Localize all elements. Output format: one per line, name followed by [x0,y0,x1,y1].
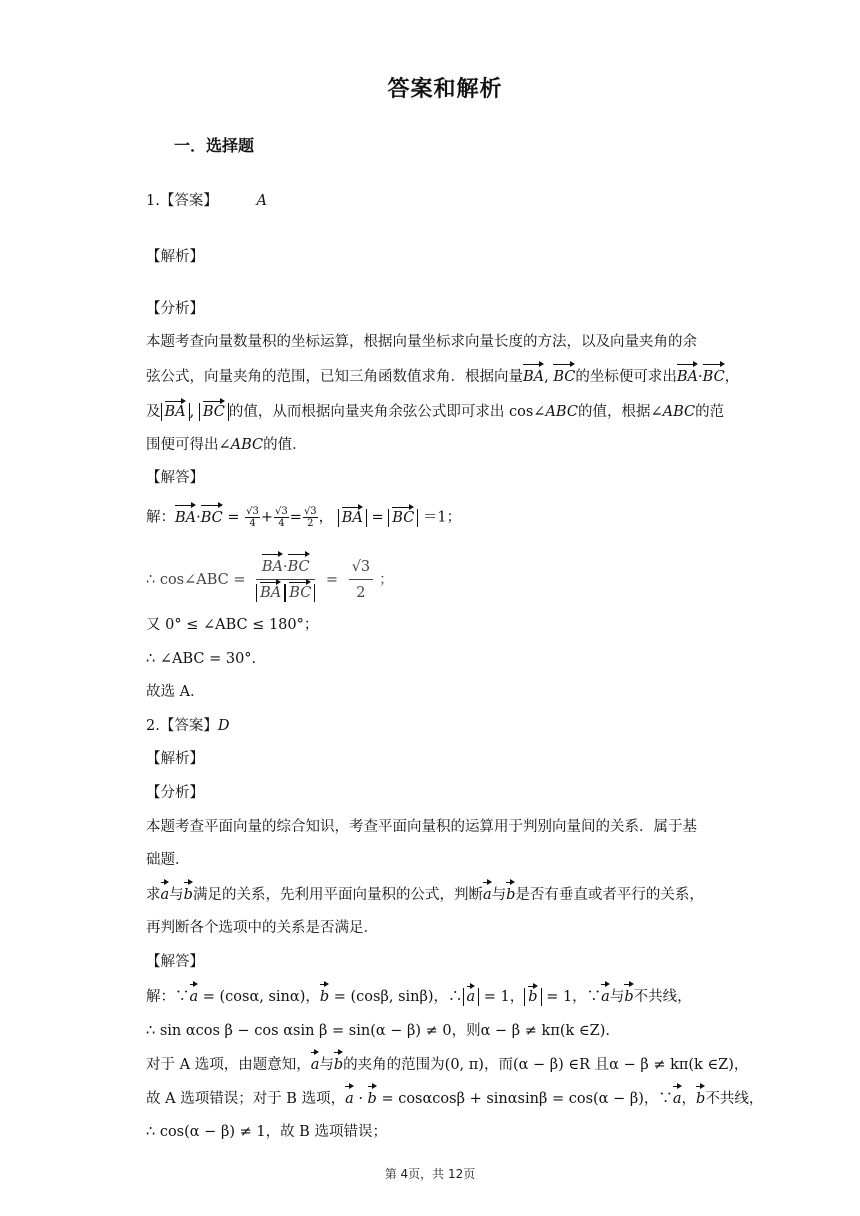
vector-b: b [696,1088,705,1110]
q2-jieda-label: 【解答】 [146,954,204,970]
magnitude-b [524,988,541,1006]
analysis-text: 满足的关系，先利用平面向量积的公式，判断 [192,887,483,903]
q1-fenxi-label: 【分析】 [146,301,204,317]
q1-jiexi-label: 【解析】 [146,249,204,265]
vector-bc: BC [392,509,415,526]
q1-choose-line: 故选 A． [146,684,205,700]
q2-solution-line-2: ∴ sin αcos β − cos αsin β = sin(α − β) ≠ 0，则α − β ≠ kπ(k ∈Z). [146,1023,610,1039]
q2-analysis-line-1: 本题考查平面向量的综合知识，考查平面向量积的运算用于判别向量间的关系．属于基 [146,819,697,835]
q2-analysis-line-4: 再判断各个选项中的关系是否满足． [146,920,378,936]
solution-text: 不共线， [705,1091,764,1107]
solution-text: 故 A 选项错误；对于 B 选项， [146,1091,346,1107]
vector-b: b [184,884,193,906]
solution-text: 对于 A 选项，由题意知， [146,1057,311,1073]
vector-b: b [506,884,515,906]
magnitude-bc [199,403,229,421]
vector-ba: BA [341,509,363,526]
numerator: √3 [275,506,288,517]
solution-text: 解：∵ [146,989,190,1005]
numerator: √3 [246,506,259,517]
magnitude-bc [285,584,315,602]
q1-answer-label: 1.【答案】 [146,193,218,209]
fraction-sqrt3-over-4 [274,506,289,529]
cos-prefix: ∴ cos∠ABC = [146,572,246,588]
solution-text: = 1， [483,989,525,1005]
analysis-text: 的值． [263,437,307,453]
analysis-text: 及 [146,404,161,420]
q1-analysis-line-3: 及 BA , BC 的值，从而根据向量夹角余弦公式即可求出 cos∠ABC的值，根据∠ABC的范 [146,404,725,420]
solution-text: = (cosβ, sinβ)，∴ [333,989,463,1005]
cos-numerator: BA·BC [256,556,315,580]
solution-text: = cosαcosβ + sinαsinβ = cos(α − β)，∵ [381,1091,673,1107]
q2-solution-line-4 [146,1088,764,1110]
analysis-text: 的坐标便可求出 [575,369,677,385]
denominator: 4 [249,518,256,529]
vector-bc: BC [202,404,225,420]
magnitude-bc [388,509,418,527]
solution-text: ， [681,1091,697,1107]
vector-a: a [673,1088,682,1110]
q2-fenxi-label: 【分析】 [146,785,204,801]
vector-ba: BA [260,585,282,601]
solution-text: · [358,1091,363,1107]
vector-ba: BA [175,507,196,529]
q1-analysis-line-2: 弦公式，向量夹角的范围，已知三角函数值求角．根据向量BA, BC的坐标便可求出BA·BC， [146,366,726,388]
vector-a: a [483,884,492,906]
solution-text: 不共线， [633,989,692,1005]
vector-b: b [624,986,633,1008]
analysis-text: 的值，从而根据向量夹角余弦公式即可求出 cos∠ [228,404,546,420]
vector-bc: BC [553,366,575,388]
solution-text: = (cosα, sinα)， [202,989,320,1005]
magnitude-ba [161,403,190,421]
cos-fraction [256,556,315,604]
vector-a: a [601,986,610,1008]
fraction-sqrt3-over-4 [245,506,260,529]
angle-abc: ABC [662,404,696,420]
q2-solution-line-5: ∴ cos(α − β) ≠ 1，故 B 选项错误； [146,1124,387,1140]
vector-bc: BC [289,585,312,601]
q2-answer-value: D [217,718,230,734]
section-heading: 一．选择题 [174,136,255,155]
fraction-sqrt3-over-2 [349,556,373,604]
denominator: 2 [307,518,314,529]
page-title: 答案和解析 [387,77,503,102]
angle-abc: ABC [545,404,578,420]
q2-jiexi-label: 【解析】 [146,751,204,767]
solution-prefix: 解： [146,509,175,526]
vector-b: b [368,1088,377,1110]
denominator: 2 [356,585,366,601]
q2-solution-line-1 [146,986,726,1008]
solution-text: 与 [319,1057,334,1073]
vector-a: a [190,986,199,1008]
q1-analysis-line-4 [146,434,726,456]
analysis-text: 求 [146,887,161,903]
vector-a: a [466,989,476,1005]
solution-text: ＝1； [422,509,462,526]
analysis-text: 与 [169,887,184,903]
q1-range-line: 又 0° ≤ ∠ABC ≤ 180°； [146,617,319,633]
vector-b: b [528,989,538,1005]
angle-abc: ABC [230,437,264,453]
numerator: √3 [349,556,373,580]
denominator: 4 [278,518,285,529]
vector-a: a [161,884,170,906]
vector-ba: BA [164,404,186,420]
q2-analysis-line-2: 础题． [146,852,190,868]
analysis-text: 的值，根据∠ [577,404,663,420]
vector-b: b [334,1054,343,1076]
vector-bc: BC [201,507,223,529]
cos-denominator [256,580,315,604]
analysis-text: 是否有垂直或者平行的关系， [515,887,704,903]
q1-jieda-label: 【解答】 [146,470,204,486]
vector-ba: BA [523,366,544,388]
q1-result-line: ∴ ∠ABC = 30°. [146,651,257,667]
q1-analysis-line-1: 本题考查向量数量积的坐标运算，根据向量坐标求向量长度的方法，以及向量夹角的余 [146,334,697,350]
solution-text: = 1，∵ [546,989,602,1005]
magnitude-ba [338,509,367,527]
numerator: √3 [303,506,317,517]
fraction-sqrt3-over-2 [303,506,318,529]
vector-b: b [320,986,329,1008]
vector-a: a [311,1054,320,1076]
solution-text: 与 [609,989,625,1005]
vector-ba: BA [262,556,283,578]
analysis-text: 围便可得出∠ [146,437,231,453]
q2-answer-label: 2.【答案】 [146,718,218,734]
magnitude-a [463,988,480,1006]
analysis-text: 与 [491,887,507,903]
solution-text: 的夹角的范围为(0, π)，而(α − β) ∈R 且α − β ≠ kπ(k ∈Z)， [343,1057,749,1073]
q2-answer-line [146,715,726,737]
vector-a: a [345,1088,354,1110]
q1-solution-line-1: 解：BA·BC = $\frac{√3}{4}$ + $\frac{√3}{4}$ = $\frac{√3}{2}$ ， BA = BC ＝1； [146,506,462,529]
page-footer: 第 4页，共 12页 [384,1167,476,1181]
q2-analysis-line-3 [146,884,726,906]
q2-solution-line-3 [146,1054,749,1076]
vector-ba: BA [677,366,698,388]
q1-answer-line [146,190,726,212]
vector-bc: BC [288,556,310,578]
q1-answer-value: A [256,193,267,209]
magnitude-ba [256,584,285,602]
q1-cos-formula: ∴ cos∠ABC = $\frac{BA\cdot BC}{\text{BA BC}}$ = $\frac{√3}{2}$ ； [146,556,726,604]
analysis-text: 的范 [695,404,725,420]
vector-bc: BC [703,366,725,388]
analysis-text: 弦公式，向量夹角的范围，已知三角函数值求角．根据向量 [146,369,523,385]
